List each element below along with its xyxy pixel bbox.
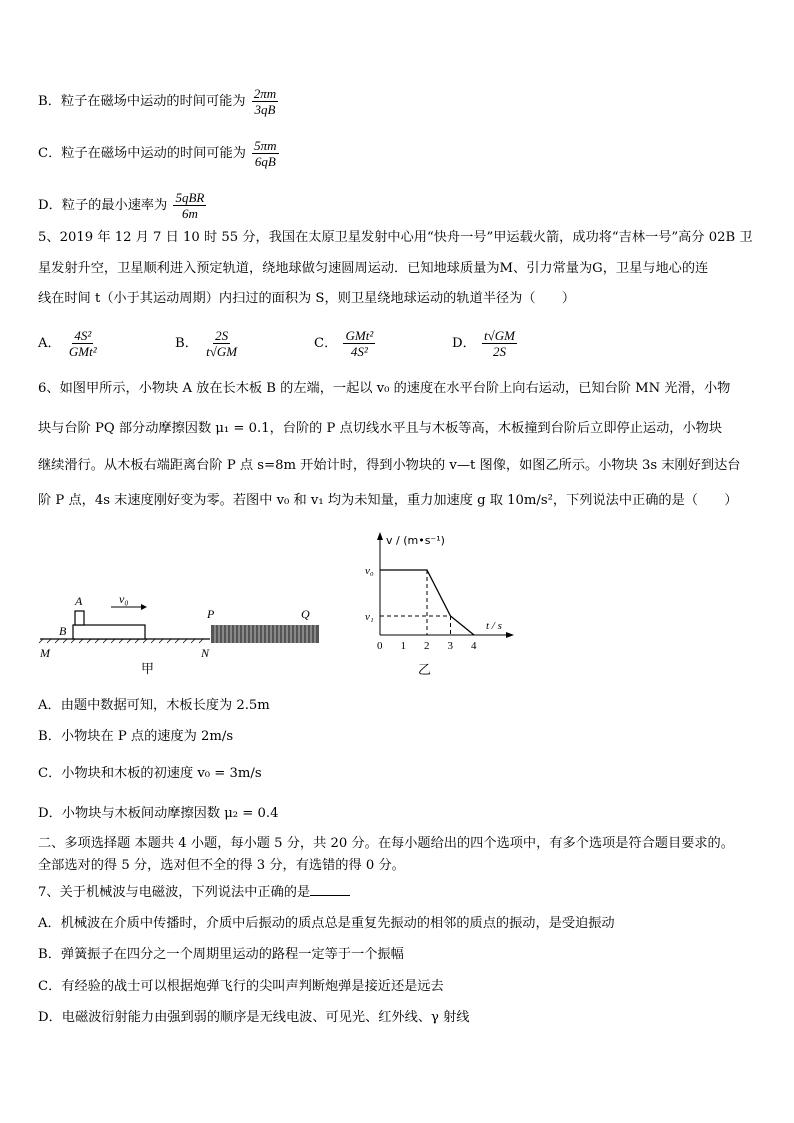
label-v0: v₀: [119, 592, 129, 606]
numerator: 5qBR: [175, 190, 205, 205]
numerator: 2πm: [253, 86, 277, 101]
label-p: P: [207, 607, 215, 621]
q6-option-c: C．小物块和木板的初速度 v₀ = 3m/s: [38, 766, 262, 781]
x-tick-0: 0: [377, 640, 383, 652]
q7-stem: [38, 883, 350, 903]
velocity-arrow-head: [141, 604, 147, 610]
numerator: t√GM: [483, 328, 515, 343]
q5-option-b: [175, 328, 241, 359]
q5-option-d: [452, 328, 519, 359]
q4-option-b-text: B．粒子在磁场中运动的时间可能为: [38, 94, 246, 109]
q5-option-a: [38, 328, 101, 359]
option-label: C．: [314, 336, 338, 351]
label-q: Q: [301, 607, 310, 621]
label-n: N: [201, 646, 210, 660]
q4-option-b-fraction: [252, 86, 278, 117]
q6-stem-line3: 继续滑行。从木板右端距离台阶 P 点 s=8m 开始计时，得到小物块的 v—t 图像，如图乙所示。小物块 3s 末刚好到达台: [38, 458, 741, 473]
q5-stem-line3: 线在时间 t（小于其运动周期）内扫过的面积为 S，则卫星绕地球运动的轨道半径为（ ）: [38, 291, 576, 306]
board-b: [73, 625, 145, 639]
block-a: [75, 611, 84, 625]
q4-option-d-text: D．粒子的最小速率为: [38, 198, 168, 213]
q6-option-d: D．小物块与木板间动摩擦因数 μ₂ = 0.4: [38, 806, 279, 821]
q5-stem-line1: 5、2019 年 12 月 7 日 10 时 55 分，我国在太原卫星发射中心用“快舟一号”甲运载火箭，成功将“吉林一号”高分 02B 卫: [38, 230, 753, 245]
label-m: M: [40, 646, 50, 660]
q7-stem-text: 7、关于机械波与电磁波，下列说法中正确的是: [38, 885, 311, 900]
v0-tick-label: v₀: [365, 565, 374, 577]
y-axis-label: v / (m•s⁻¹): [386, 534, 445, 547]
q7-option-a: A．机械波在介质中传播时，介质中后振动的质点总是重复先振动的相邻的质点的振动，是受迫振动: [38, 916, 615, 931]
numerator: 2S: [215, 328, 229, 343]
q6-option-a: A．由题中数据可知，木板长度为 2.5m: [38, 698, 270, 713]
label-a: A: [75, 594, 83, 608]
numerator: GMt²: [345, 328, 374, 343]
q5-stem-line2: 星发射升空，卫星顺利进入预定轨道，绕地球做匀速圆周运动．已知地球质量为M、引力常量为G，卫星与地心的连: [38, 261, 709, 276]
x-tick-labels: [377, 640, 477, 652]
q7-option-d: D．电磁波衍射能力由强到弱的顺序是无线电波、可见光、红外线、γ 射线: [38, 1010, 470, 1025]
q6-option-b: B．小物块在 P 点的速度为 2m/s: [38, 729, 234, 744]
q6-stem-line1: 6、如图甲所示，小物块 A 放在长木板 B 的左端，一起以 v₀ 的速度在水平台阶上向右运动，已知台阶 MN 光滑，小物: [38, 381, 731, 396]
numerator: 4S²: [74, 328, 92, 343]
x-tick-3: 3: [447, 640, 453, 652]
denominator: t√GM: [206, 344, 238, 359]
caption-jia: 甲: [141, 662, 155, 675]
x-axis-arrow: [506, 632, 514, 638]
vt-curve: [380, 570, 474, 635]
numerator: 5πm: [254, 138, 277, 153]
q4-option-c: [38, 138, 281, 169]
answer-blank[interactable]: [310, 883, 350, 896]
denominator: GMt²: [68, 344, 97, 359]
x-tick-2: 2: [424, 640, 430, 652]
q4-option-d-fraction: [173, 190, 206, 221]
q6-stem-line2: 块与台阶 PQ 部分动摩擦因数 μ₁ = 0.1，台阶的 P 点切线水平且与木板等高，木板撞到台阶后立即停止运动，小物块: [38, 421, 723, 436]
q5-option-c: [314, 328, 377, 359]
q6-stem-line4: 阶 P 点，4s 末速度刚好变为零。若图中 v₀ 和 v₁ 均为未知量，重力加速度 g 取 10m/s²，下列说法中正确的是（ ）: [38, 493, 738, 508]
caption-yi: 乙: [418, 663, 432, 678]
denominator: 4S²: [350, 344, 368, 359]
x-tick-1: 1: [400, 640, 406, 652]
figure-yi-vt-graph: [360, 528, 530, 678]
x-axis-label: t / s: [486, 620, 502, 632]
v1-tick-label: v₁: [365, 611, 374, 623]
denominator: 6qB: [254, 154, 276, 169]
q7-option-b: B．弹簧振子在四分之一个周期里运动的路程一定等于一个振幅: [38, 947, 404, 962]
option-label: D．: [452, 336, 476, 351]
q4-option-c-fraction: [252, 138, 278, 169]
y-axis-arrow: [377, 532, 383, 540]
option-label: B．: [175, 336, 198, 351]
figure-jia: [35, 585, 330, 675]
denominator: 2S: [492, 344, 506, 359]
denominator: 6m: [181, 206, 198, 221]
q4-option-b: [38, 86, 280, 117]
section2-line1: 二、多项选择题 本题共 4 小题，每小题 5 分，共 20 分。在每小题给出的四个选项中，有多个选项是符合题目要求的。: [38, 836, 734, 851]
section2-line2: 全部选对的得 5 分，选对但不全的得 3 分，有选错的得 0 分。: [38, 858, 405, 873]
q4-option-d: [38, 190, 208, 221]
denominator: 3qB: [254, 102, 276, 117]
option-label: A．: [38, 336, 61, 351]
q4-option-c-text: C．粒子在磁场中运动的时间可能为: [38, 146, 246, 161]
x-tick-4: 4: [471, 640, 477, 652]
q7-option-c: C．有经验的战士可以根据炮弹飞行的尖叫声判断炮弹是接近还是远去: [38, 979, 444, 994]
label-b: B: [59, 624, 67, 638]
